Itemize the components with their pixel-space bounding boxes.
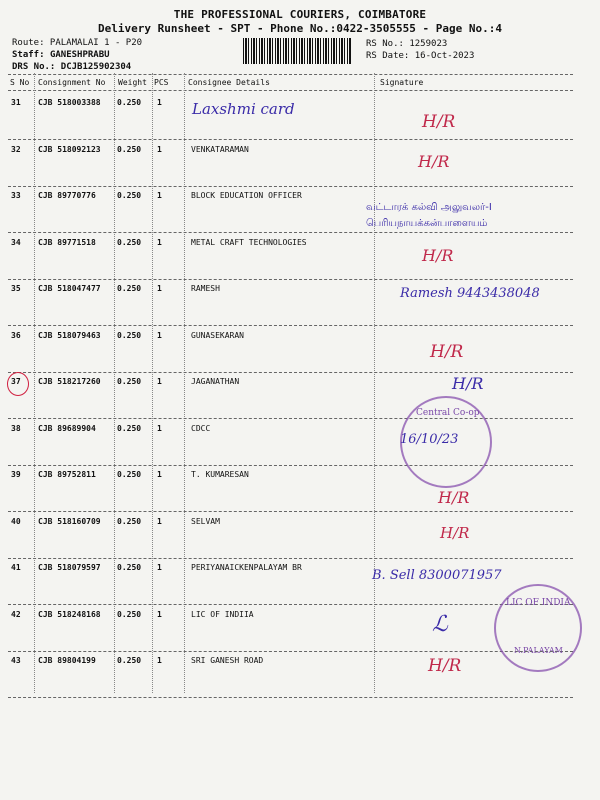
column-divider	[114, 73, 115, 693]
row-divider	[8, 558, 573, 559]
row-pcs: 1	[157, 98, 162, 107]
row-weight: 0.250	[117, 237, 142, 247]
header-rule	[8, 90, 573, 91]
row-weight: 0.250	[117, 516, 142, 526]
staff-value: GANESHPRABU	[49, 50, 110, 60]
column-divider	[152, 73, 153, 693]
lic-stamp	[494, 584, 582, 672]
col-header-consignee: Consignee Details	[188, 78, 270, 87]
row-consignment-no: CJB 518079597	[38, 563, 101, 572]
row-divider	[8, 139, 573, 140]
row-divider	[8, 186, 573, 187]
drs-value: DCJB125902304	[60, 62, 132, 72]
row-consignee: PERIYANAICKENPALAYAM BR	[191, 563, 302, 572]
row-consignee: GUNASEKARAN	[191, 330, 244, 340]
runsheet-subtitle: Delivery Runsheet - SPT - Phone No.:0422-3505555 - Page No.:4	[98, 22, 502, 35]
row-sno: 42	[11, 609, 21, 619]
row-sno: 39	[11, 470, 21, 479]
row-weight: 0.250	[117, 330, 142, 340]
cdcc-stamp-text: Central Co-op	[416, 408, 480, 418]
column-divider	[374, 73, 375, 693]
drs-row	[12, 61, 131, 73]
stamp-33: வட்டாரக் கல்வி அலுவலர்-I பெரியநாயக்கன்பாளையம்	[366, 202, 492, 229]
column-divider	[34, 73, 35, 693]
row-consignee: CDCC	[191, 423, 211, 433]
signature-38: 16/10/23	[400, 432, 459, 447]
row-pcs: 1	[157, 377, 162, 386]
rs-number: RS No.: 1259023	[366, 39, 448, 49]
row-sno: 35	[11, 284, 21, 293]
signature-34: H/R	[422, 246, 454, 265]
row-divider	[8, 279, 573, 280]
row-divider	[8, 511, 573, 512]
row-divider	[8, 418, 573, 419]
row-weight: 0.250	[117, 98, 142, 107]
row-pcs: 1	[157, 144, 162, 154]
row-divider	[8, 232, 573, 233]
row-consignee: SRI GANESH ROAD	[191, 656, 264, 665]
row-consignee: LIC OF INDIIA	[191, 609, 254, 619]
row-consignee: BLOCK EDUCATION OFFICER	[191, 191, 302, 200]
red-circle-mark	[7, 372, 29, 396]
row-divider	[8, 325, 573, 326]
row-divider	[8, 651, 573, 652]
row-consignee: VENKATARAMAN	[191, 144, 249, 154]
row-consignment-no: CJB 518079463	[38, 330, 101, 340]
row-consignment-no: CJB 518003388	[38, 98, 101, 107]
row-consignment-no: CJB 518092123	[38, 144, 101, 154]
staff-label: Staff:	[12, 50, 45, 60]
staff-row	[12, 49, 110, 61]
row-weight: 0.250	[117, 191, 142, 200]
row-divider	[8, 465, 573, 466]
row-consignee: JAGANATHAN	[191, 377, 240, 386]
row-weight: 0.250	[117, 609, 142, 619]
row-sno: 34	[11, 237, 21, 247]
row-pcs: 1	[157, 563, 162, 572]
row-pcs: 1	[157, 423, 162, 433]
signature-31: H/R	[422, 112, 456, 132]
row-sno: 36	[11, 330, 21, 340]
row-divider	[8, 604, 573, 605]
row-pcs: 1	[157, 237, 162, 247]
table-top-rule	[8, 74, 573, 75]
row-pcs: 1	[157, 470, 162, 479]
row-weight: 0.250	[117, 470, 142, 479]
row-weight: 0.250	[117, 656, 142, 665]
row-weight: 0.250	[117, 377, 142, 386]
signature-43: H/R	[428, 656, 462, 676]
row-pcs: 1	[157, 284, 162, 293]
row-weight: 0.250	[117, 423, 142, 433]
col-header-pcs: PCS	[154, 78, 169, 87]
signature-41: B. Sell 8300071957	[372, 568, 502, 583]
row-consignment-no: CJB 89771518	[38, 237, 96, 247]
row-consignment-no: CJB 518217260	[38, 377, 101, 386]
rs-date: RS Date: 16-Oct-2023	[366, 51, 475, 61]
row-pcs: 1	[157, 656, 162, 665]
signature-42-scrawl: ℒ	[432, 612, 448, 637]
row-weight: 0.250	[117, 284, 142, 293]
column-divider	[184, 73, 185, 693]
row-consignment-no: CJB 89752811	[38, 470, 96, 479]
route-label: Route: PALAMALAI 1 - P20	[12, 38, 143, 48]
row-consignee: T. KUMARESAN	[191, 470, 249, 479]
lic-stamp-text: LIC OF INDIA	[506, 598, 571, 608]
row-divider	[8, 372, 573, 373]
row-weight: 0.250	[117, 563, 142, 572]
row-consignee: SELVAM	[191, 516, 220, 526]
row-consignment-no: CJB 518248168	[38, 609, 101, 619]
row-weight: 0.250	[117, 144, 142, 154]
signature-39: H/R	[438, 488, 470, 507]
handwritten-consignee-31: Laxshmi card	[192, 100, 295, 118]
row-sno: 31	[11, 98, 21, 107]
row-divider	[8, 697, 573, 698]
row-sno: 33	[11, 191, 21, 200]
lic-stamp-subtext: N.PALAYAM	[514, 646, 563, 655]
row-sno: 32	[11, 144, 21, 154]
row-consignment-no: CJB 518160709	[38, 516, 101, 526]
row-pcs: 1	[157, 330, 162, 340]
signature-36: H/R	[430, 342, 464, 362]
signature-35: Ramesh 9443438048	[400, 286, 540, 301]
col-header-consignment: Consignment No	[38, 78, 106, 87]
col-header-weight: Weight	[118, 78, 147, 87]
row-consignment-no: CJB 89689904	[38, 423, 96, 433]
barcode	[243, 38, 351, 64]
row-pcs: 1	[157, 609, 162, 619]
row-sno: 37	[11, 377, 21, 386]
col-header-sno: S No	[10, 78, 30, 87]
signature-32: H/R	[418, 152, 450, 171]
row-consignment-no: CJB 518047477	[38, 284, 101, 293]
signature-40: H/R	[440, 524, 470, 542]
row-consignment-no: CJB 89770776	[38, 191, 96, 200]
col-header-signature: Signature	[380, 78, 424, 87]
row-sno: 38	[11, 423, 21, 433]
row-consignee: METAL CRAFT TECHNOLOGIES	[191, 237, 307, 247]
row-sno: 40	[11, 516, 21, 526]
signature-37: H/R	[452, 374, 484, 393]
row-consignee: RAMESH	[191, 284, 220, 293]
company-title: THE PROFESSIONAL COURIERS, COIMBATORE	[173, 8, 427, 21]
drs-label: DRS No.:	[12, 62, 56, 72]
row-pcs: 1	[157, 516, 162, 526]
row-pcs: 1	[157, 191, 162, 200]
row-sno: 41	[11, 563, 21, 572]
row-consignment-no: CJB 89804199	[38, 656, 96, 665]
row-sno: 43	[11, 656, 21, 665]
